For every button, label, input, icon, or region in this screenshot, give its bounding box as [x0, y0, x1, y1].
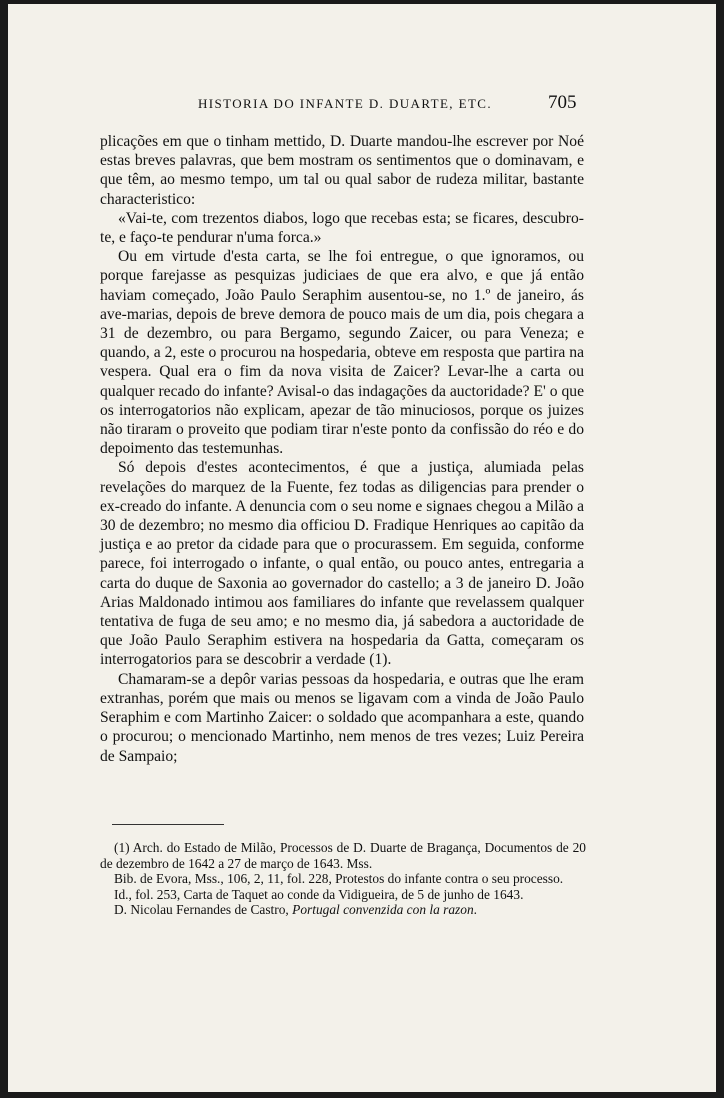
paragraph: Só depois d'estes acontecimentos, é que a justiça, alumiada pelas revelações do marquez de la Fuente, fez todas as diligencias para prender o ex-creado do infante. A denuncia com o seu nome e signaes chegou a Milão a 30 de dezembro; no mesmo dia officiou D. Fradique Henriques ao capitão da justiça e ao pretor da cidade para que o procurassem. Em seguida, conforme parece, foi interrogado o infante, o qual então, ou pouco antes, entregaria a carta do duque de Saxonia ao governador do castello; a 3 de janeiro D. João Arias Maldonado intimou aos familiares do infante que revelassem qualquer tentativa de fuga de seu amo; e no mesmo dia, já sabedora a auctoridade de que João Paulo Seraphim estivera na hospedaria da Gatta, começaram os interrogatorios para se descobrir a verdade (1).	[100, 459, 584, 669]
citation-author: D. Nicolau Fernandes de Castro,	[114, 902, 293, 918]
running-title: HISTORIA DO INFANTE D. DUARTE, ETC.	[198, 96, 493, 111]
footnote: Bib. de Evora, Mss., 106, 2, 11, fol. 228, Protestos do infante contra o seu processo.	[114, 871, 564, 887]
citation-title: Portugal convenzida con la razon	[292, 902, 474, 918]
page-number: 705	[548, 92, 577, 113]
book-page	[8, 4, 716, 1092]
paragraph-quote: «Vai-te, com trezentos diabos, logo que recebas esta; se ficares, descubro-te, e faço-te pendurar n'uma forca.»	[100, 209, 584, 247]
paragraph: Chamaram-se a depôr varias pessoas da hospedaria, e outras que lhe eram extranhas, porém que mais ou menos se ligavam com a vinda de João Paulo Seraphim e com Martinho Zaicer: o soldado que acompanhara a este, quando o procurou; o mencionado Martinho, nem menos de tres vezes; Luiz Pereira de Sampaio;	[100, 670, 584, 765]
running-header	[8, 92, 716, 116]
citation-end: .	[473, 902, 477, 918]
footnotes	[100, 840, 586, 918]
footnote-divider	[112, 824, 224, 825]
main-text	[100, 132, 584, 766]
footnote-citation	[100, 902, 586, 918]
footnote: Id., fol. 253, Carta de Taquet ao conde da Vidigueira, de 5 de junho de 1643.	[114, 886, 524, 902]
paragraph: Ou em virtude d'esta carta, se lhe foi entregue, o que ignoramos, ou porque farejasse as pesquizas judiciaes de que era alvo, e que já então haviam começado, João Paulo Seraphim ausentou-se, no 1.º de janeiro, ás ave-marias, depois de breve demora de pouco mais de um dia, pois chegara a 31 de dezembro, ou para Bergamo, segundo Zaicer, ou para Veneza; e quando, a 2, este o procurou na hospedaria, obteve em resposta que partira na vespera. Qual era o fim da nova visita de Zaicer? Levar-lhe a carta ou qualquer recado do infante? Avisal-o das indagações da auctoridade? E' o que os interrogatorios não explicam, apezar de tão minuciosos, porque os juizes não tiraram o proveito que podiam tirar n'este ponto da confissão do réo e do depoimento das testemunhas.	[100, 248, 584, 458]
paragraph-continuation: plicações em que o tinham mettido, D. Duarte mandou-lhe escrever por Noé estas breves palavras, que bem mostram os sentimentos que o dominavam, e que têm, ao mesmo tempo, um tal ou qual sabor de rudeza militar, bastante characteristico:	[100, 133, 584, 208]
footnote: (1) Arch. do Estado de Milão, Processos de D. Duarte de Bragança, Documentos de 20 de dezembro de 1642 a 27 de março de 1643. Mss.	[100, 840, 586, 871]
